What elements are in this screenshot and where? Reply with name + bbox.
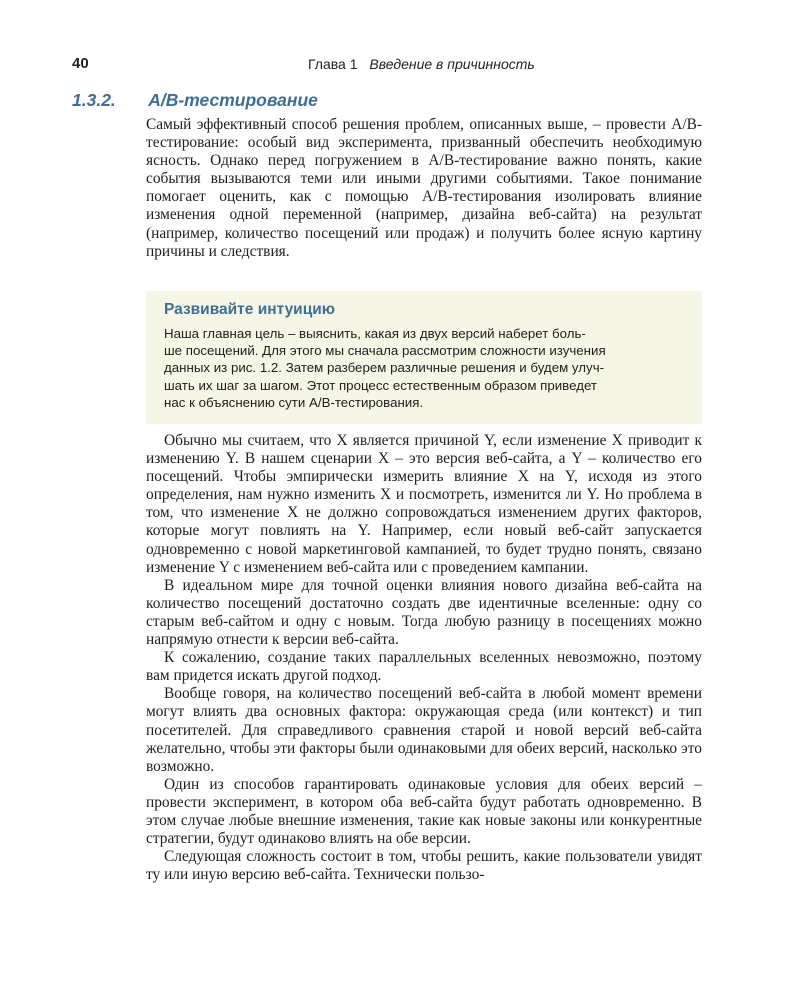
paragraph: К сожалению, создание таких параллельных вселенных невозможно, поэтому вам придется искать другой подход. bbox=[146, 649, 702, 685]
section-title: A/B-тестирование bbox=[148, 90, 318, 110]
running-header bbox=[72, 55, 702, 77]
callout-text bbox=[164, 325, 684, 411]
callout-line: нас к объяснению сути A/B-тестирования. bbox=[164, 394, 424, 410]
paragraph: Обычно мы считаем, что X является причиной Y, если изменение X приводит к изменению Y. В нашем сценарии X – это версия веб-сайта, а Y – количество его посещений. Чтобы эмпирически измерить влияние X на Y, исходя из этого определения, нам нужно изменить X и посмотреть, изменится ли Y. Но проблема в том, что изменение X не должно сопровождаться изменением других факторов, которые могут повлиять на Y. Например, если новый веб-сайт запускается одновременно с новой маркетинговой кампанией, то будет трудно понять, связано изменение Y с изменением веб-сайта или с проведением кампании. bbox=[146, 432, 702, 576]
paragraph: Один из способов гарантировать одинаковые условия для обеих версий – провести эксперимент, в котором оба веб-сайта будут работать одновременно. В этом случае любые внешние изменения, такие как новые законы или конкурентные стратегии, будут одинаково влиять на обе версии. bbox=[146, 775, 702, 848]
paragraph: В идеальном мире для точной оценки влияния нового дизайна веб-сайта на количество посещений достаточно создать две идентичные вселенные: одну со старым веб-сайтом и одну с новым. Тогда любую разницу в посещениях можно напрямую отнести к версии веб-сайта. bbox=[146, 576, 702, 649]
callout-line: ше посещений. Для этого мы сначала рассмотрим сложности изучения bbox=[164, 343, 606, 359]
main-text bbox=[146, 432, 702, 884]
chapter-title: Введение в причинность bbox=[369, 56, 535, 72]
section-number: 1.3.2. bbox=[72, 90, 116, 110]
paragraph: Следующая сложность состоит в том, чтобы решить, какие пользователи увидят ту или иную версию веб-сайта. Технически пользо- bbox=[146, 848, 702, 884]
intro-paragraph: Самый эффективный способ решения проблем, описанных выше, – провести A/B-тестирование: особый вид эксперимента, призванный обеспечить необходимую ясность. Однако перед погружением в A/B-тестирование важно понять, какие события вызываются теми или иными другими событиями. Такое понимание помогает оценить, как с помощью A/B-тестирования изолировать влияние изменения одной переменной (например, дизайна веб-сайта) на результат (например, количество посещений или продаж) и получить более ясную картину причины и следствия. bbox=[146, 116, 702, 260]
intuition-callout bbox=[146, 291, 702, 424]
running-head bbox=[308, 56, 535, 72]
section-heading bbox=[72, 90, 712, 111]
callout-line: данных из рис. 1.2. Затем разберем различные решения и будем улуч- bbox=[164, 360, 605, 376]
callout-line: шать их шаг за шагом. Этот процесс естественным образом приведет bbox=[164, 377, 597, 393]
callout-line: Наша главная цель – выяснить, какая из двух версий наберет боль- bbox=[164, 326, 586, 341]
intro-block bbox=[146, 116, 702, 261]
page-number: 40 bbox=[72, 55, 89, 72]
paragraph: Вообще говоря, на количество посещений веб-сайта в любой момент времени могут влиять два основных фактора: окружающая среда (или контекст) и тип посетителей. Для справедливого сравнения старой и новой версий веб-сайта желательно, чтобы эти факторы были одинаковыми для обеих версий, насколько это возможно. bbox=[146, 685, 702, 775]
chapter-label: Глава 1 bbox=[308, 56, 358, 72]
callout-title: Развивайте интуицию bbox=[164, 301, 336, 318]
